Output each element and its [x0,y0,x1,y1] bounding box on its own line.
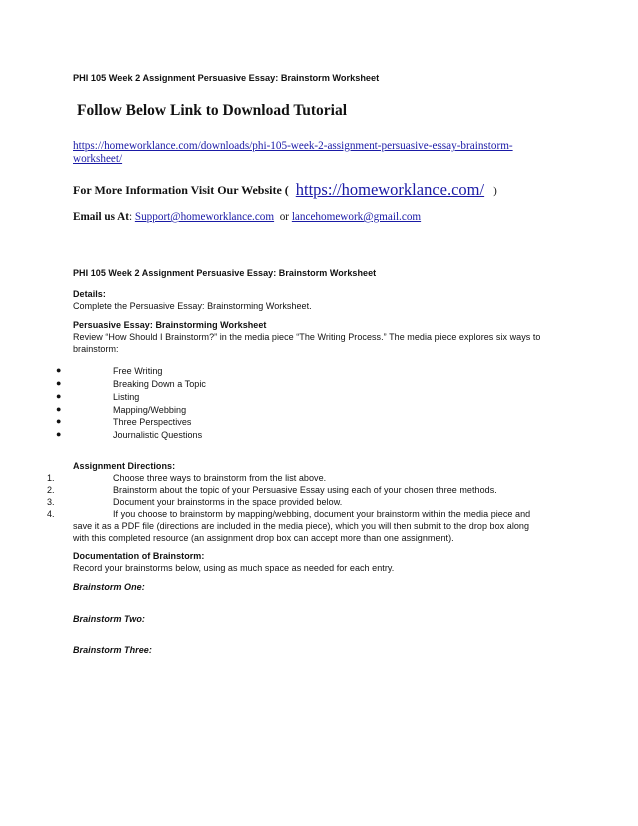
bullet-icon: ● [56,404,62,414]
list-item: Breaking Down a Topic [113,379,206,389]
step-text: Brainstorm about the topic of your Persuasive Essay using each of your chosen three methods. [113,485,497,495]
documentation-text: Record your brainstorms below, using as much space as needed for each entry. [73,563,395,573]
website-link[interactable]: https://homeworklance.com/ [295,180,485,199]
bullet-icon: ● [56,391,62,401]
email-line [73,211,421,223]
lance-email-link[interactable]: lancehomework@gmail.com [291,211,422,223]
list-item: Free Writing [113,366,163,376]
email-colon: : [128,211,133,223]
bullet-icon: ● [56,365,62,375]
more-info-label: For More Information Visit Our Website ( [73,183,289,197]
review-line1: Review “How Should I Brainstorm?” in the media piece “The Writing Process.” The media piece explores six ways to [73,332,541,342]
brainstorm-one-label: Brainstorm One: [73,582,145,592]
email-or: or [279,211,290,223]
step4-continuation-2: with this completed resource (an assignment drop box can accept more than one assignment). [73,533,454,543]
bullet-icon: ● [56,416,62,426]
step4-continuation-1: save it as a PDF file (directions are included in the media piece), which you will then submit to the drop box along [73,521,530,531]
review-line2: brainstorm: [73,344,119,354]
step-number: 4. [47,509,55,519]
header-title: PHI 105 Week 2 Assignment Persuasive Essay: Brainstorm Worksheet [73,73,380,83]
more-info-line [73,180,497,200]
support-email-link[interactable]: Support@homeworklance.com [134,211,275,223]
directions-label: Assignment Directions: [73,461,176,471]
brainstorm-three-label: Brainstorm Three: [73,645,152,655]
bullet-icon: ● [56,378,62,388]
documentation-label: Documentation of Brainstorm: [73,551,205,561]
follow-heading: Follow Below Link to Download Tutorial [77,102,348,119]
more-info-close: ) [493,185,497,197]
details-label: Details: [73,289,106,299]
list-item: Journalistic Questions [113,430,203,440]
list-item: Three Perspectives [113,417,192,427]
step-text: Choose three ways to brainstorm from the list above. [113,473,327,483]
step-number: 1. [47,473,55,483]
brainstorm-two-label: Brainstorm Two: [73,614,145,624]
body-title: PHI 105 Week 2 Assignment Persuasive Essay: Brainstorm Worksheet [73,268,377,278]
download-link-line1[interactable]: https://homeworklance.com/downloads/phi-105-week-2-assignment-persuasive-essay-brainstorm- [73,140,513,152]
email-label: Email us At [73,211,129,223]
step-text: Document your brainstorms in the space provided below. [113,497,343,507]
details-text: Complete the Persuasive Essay: Brainstorming Worksheet. [73,301,312,311]
step-text: If you choose to brainstorm by mapping/webbing, document your brainstorm within the media piece and [113,509,531,519]
list-item: Mapping/Webbing [113,405,187,415]
step-number: 3. [47,497,55,507]
worksheet-label: Persuasive Essay: Brainstorming Worksheet [73,320,267,330]
download-link-line2[interactable]: worksheet/ [73,153,123,165]
step-number: 2. [47,485,55,495]
list-item: Listing [113,392,140,402]
bullet-icon: ● [56,429,62,439]
